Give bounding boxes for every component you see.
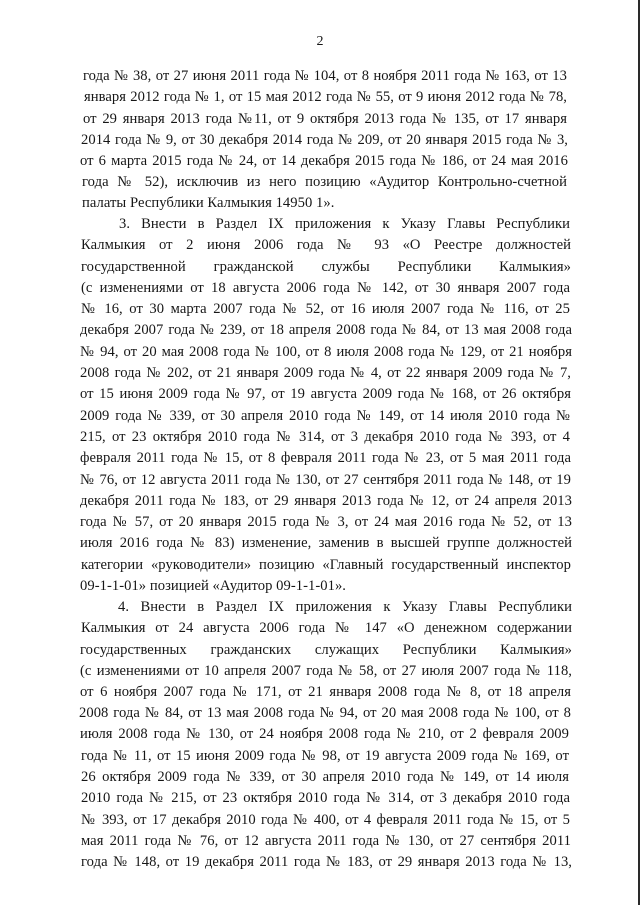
text-line: февраля 2011 года № 15, от 8 февраля 2011 года № 23, от 5 мая 2011 года	[80, 450, 571, 466]
text-line: от 6 марта 2015 года № 24, от 14 декабря 2015 года № 186, от 24 мая 2016	[80, 153, 568, 169]
text-line: от 6 ноября 2007 года № 171, от 21 января 2008 года № 8, от 18 апреля	[80, 684, 571, 700]
paragraph-3-first-line: 3. Внести в Раздел IX приложения к Указу Главы Республики	[119, 216, 570, 232]
text-line: 215, от 23 октября 2010 года № 314, от 3 декабря 2010 года № 393, от 4	[80, 429, 570, 445]
page-number: 2	[316, 34, 324, 49]
text-line: палаты Республики Калмыкия 14950 1».	[82, 195, 335, 211]
text-line: от 29 января 2013 года №11, от 9 октября 2013 года № 135, от 17 января	[83, 111, 567, 127]
text-line: года № 57, от 20 января 2015 года № 3, от 24 мая 2016 года № 52, от 13	[80, 514, 572, 530]
text-line: мая 2011 года № 76, от 12 августа 2011 года № 130, от 27 сентября 2011	[81, 833, 571, 849]
text-line: года № 11, от 15 июня 2009 года № 98, от 19 августа 2009 года № 169, от	[81, 748, 569, 764]
text-line: № 76, от 12 августа 2011 года № 130, от 27 сентября 2011 года № 148, от 19	[80, 472, 571, 488]
text-line: Калмыкия от 24 августа 2006 года № 147 «О денежном содержании	[81, 620, 572, 636]
text-line: декабря 2011 года № 183, от 29 января 2013 года № 12, от 24 апреля 2013	[80, 493, 572, 509]
text-line: года № 38, от 27 июня 2011 года № 104, от 8 ноября 2011 года № 163, от 13	[83, 68, 567, 84]
text-line: категории «руководители» позицию «Главный государственный инспектор	[81, 557, 571, 573]
text-line: 2008 года № 84, от 13 мая 2008 года № 94, от 20 мая 2008 года № 100, от 8	[79, 705, 571, 721]
text-line: государственных гражданских служащих Республики Калмыкия»	[80, 642, 572, 658]
text-line: 2009 года № 339, от 30 апреля 2010 года № 149, от 14 июля 2010 года №	[80, 408, 570, 424]
text-line: июля 2016 года № 83) изменение, заменив в высшей группе должностей	[80, 535, 572, 551]
text-line: (с изменениями от 10 апреля 2007 года № 58, от 27 июля 2007 года № 118,	[80, 663, 572, 679]
text-line: 2014 года № 9, от 30 декабря 2014 года № 209, от 20 января 2015 года № 3,	[81, 132, 568, 148]
paragraph-4-first-line: 4. Внести в Раздел IX приложения к Указу Главы Республики	[118, 599, 572, 615]
text-line: от 15 июня 2009 года № 97, от 19 августа 2009 года № 168, от 26 октября	[80, 386, 571, 402]
text-line: Калмыкия от 2 июня 2006 года № 93 «О Реестре должностей	[81, 237, 571, 253]
text-line: № 16, от 30 марта 2007 года № 52, от 16 июля 2007 года № 116, от 25	[81, 301, 570, 317]
text-line: года № 148, от 19 декабря 2011 года № 183, от 29 января 2013 года № 13,	[81, 854, 572, 870]
text-line: государственной гражданской службы Республики Калмыкия»	[81, 259, 571, 275]
text-line: 26 октября 2009 года № 339, от 30 апреля 2010 года № 149, от 14 июля	[81, 769, 569, 785]
text-line: 2010 года № 215, от 23 октября 2010 года № 314, от 3 декабря 2010 года	[81, 790, 570, 806]
text-line: декабря 2007 года № 239, от 18 апреля 2008 года № 84, от 13 мая 2008 года	[80, 322, 572, 338]
text-line: января 2012 года № 1, от 15 мая 2012 года № 55, от 9 июня 2012 года № 78,	[84, 89, 567, 105]
text-line: № 94, от 20 мая 2008 года № 100, от 8 июля 2008 года № 129, от 21 ноября	[80, 344, 572, 360]
text-line: № 393, от 17 декабря 2010 года № 400, от 4 февраля 2011 года № 15, от 5	[81, 812, 570, 828]
text-line: (с изменениями от 18 августа 2006 года № 142, от 30 января 2007 года	[81, 280, 570, 296]
text-line: года № 52), исключив из него позицию «Аудитор Контрольно-счетной	[82, 174, 567, 190]
text-line: 2008 года № 202, от 21 января 2009 года № 4, от 22 января 2009 года № 7,	[80, 365, 571, 381]
text-line: 09-1-1-01» позицией «Аудитор 09-1-1-01».	[80, 578, 346, 594]
text-line: июля 2008 года № 130, от 24 ноября 2008 года № 210, от 2 февраля 2009	[80, 726, 569, 742]
